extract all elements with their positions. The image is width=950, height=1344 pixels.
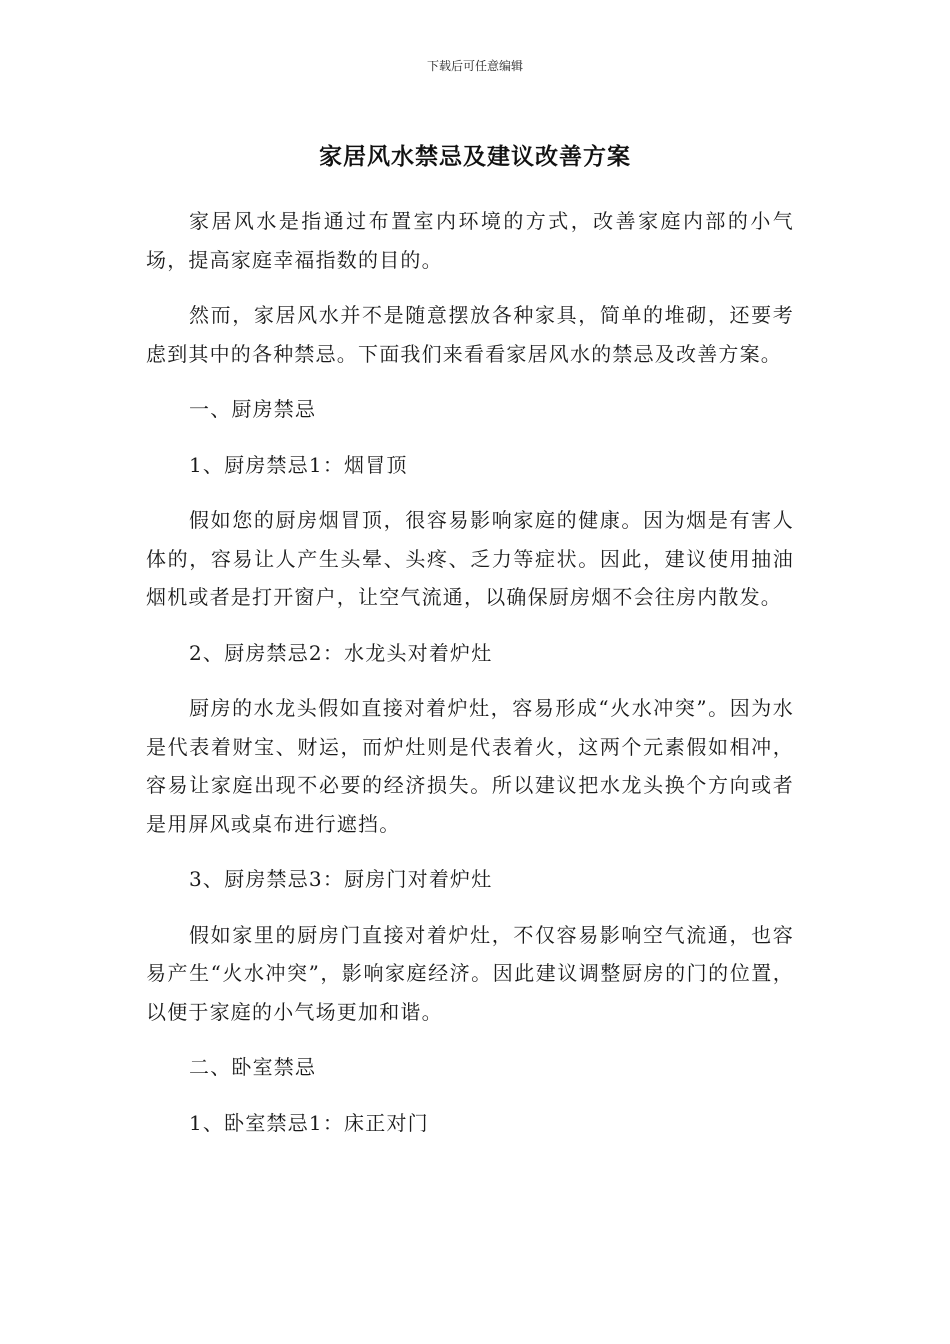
- subsection-heading: 1、厨房禁忌1：烟冒顶: [189, 452, 408, 477]
- document-body: [146, 202, 794, 1159]
- paragraph: 然而，家居风水并不是随意摆放各种家具，简单的堆砌，还要考虑到其中的各种禁忌。下面我们来看看家居风水的禁忌及改善方案。: [146, 303, 794, 366]
- section-heading: 二、卧室禁忌: [189, 1055, 317, 1079]
- paragraph: 假如家里的厨房门直接对着炉灶，不仅容易影响空气流通，也容易产生“火水冲突”，影响家庭经济。因此建议调整厨房的门的位置，以便于家庭的小气场更加和谐。: [146, 922, 794, 1024]
- subsection-heading: 2、厨房禁忌2：水龙头对着炉灶: [189, 640, 493, 665]
- paragraph: 假如您的厨房烟冒顶，很容易影响家庭的健康。因为烟是有害人体的，容易让人产生头晕、头疼、乏力等症状。因此，建议使用抽油烟机或者是打开窗户，让空气流通，以确保厨房烟不会往房内散发。: [146, 508, 794, 609]
- paragraph: 家居风水是指通过布置室内环境的方式，改善家庭内部的小气场，提高家庭幸福指数的目的。: [146, 209, 794, 272]
- section-heading: 一、厨房禁忌: [189, 397, 317, 421]
- subsection-heading: 3、厨房禁忌3：厨房门对着炉灶: [189, 867, 493, 891]
- document-title: 家居风水禁忌及建议改善方案: [319, 144, 631, 170]
- subsection-heading: 1、卧室禁忌1：床正对门: [189, 1110, 429, 1135]
- header-note: 下载后可任意编辑: [426, 59, 523, 73]
- paragraph: 厨房的水龙头假如直接对着炉灶，容易形成“火水冲突”。因为水是代表着财宝、财运，而炉灶则是代表着火，这两个元素假如相冲，容易让家庭出现不必要的经济损失。所以建议把水龙头换个方向或者是用屏风或桌布进行遮挡。: [146, 696, 794, 836]
